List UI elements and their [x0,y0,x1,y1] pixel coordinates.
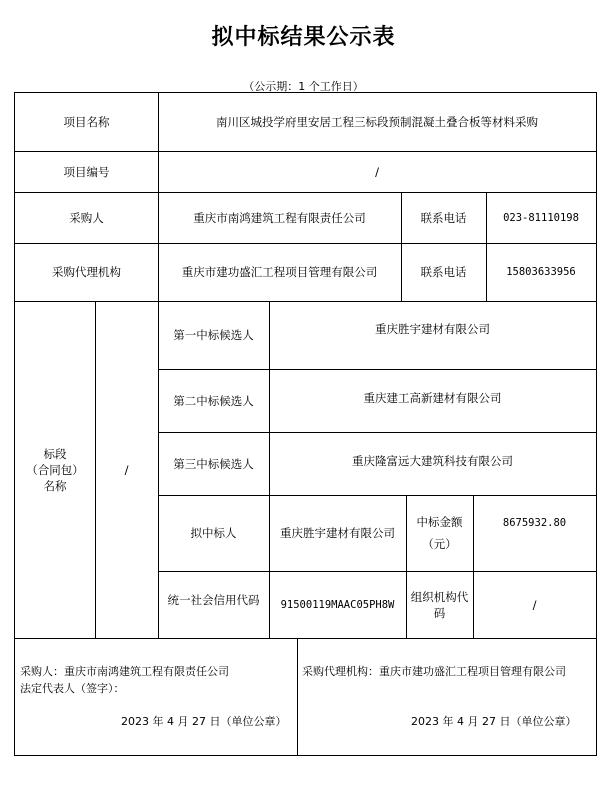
candidate-2-company: 重庆建工高新建材有限公司 [363,390,502,405]
winner-company: 重庆胜宇建材有限公司 [280,526,395,540]
candidate-3-company: 重庆隆富远大建筑科技有限公司 [352,453,513,468]
project-number-label: 项目编号 [63,164,110,179]
candidate-3-label: 第三中标候选人 [173,456,254,471]
lot-label [15,301,95,638]
candidate-1-company: 重庆胜宇建材有限公司 [375,322,490,336]
signature-legal-rep: 法定代表人（签字）： [20,682,125,695]
grid-line [15,638,596,639]
agency-contact-label: 联系电话 [420,265,467,279]
project-name-label: 项目名称 [63,115,110,129]
candidate-1-label: 第一中标候选人 [173,328,254,342]
lot-label-line3: 名称 [43,478,67,493]
org-code-value: / [532,597,537,612]
purchaser-phone: 023-81110198 [503,211,579,224]
winning-amount-label [406,495,473,571]
result-table [14,92,597,756]
winning-amount-label-line1: 中标金额 [416,515,463,529]
signature-agency-date: 2023 年 4 月 27 日（单位公章） [411,715,577,728]
winning-amount-label-line2: （元） [422,537,457,551]
purchaser-contact-label: 联系电话 [420,210,467,225]
candidate-2-label: 第二中标候选人 [173,393,254,408]
lot-label-line1: 标段 [43,446,67,461]
grid-line [297,638,298,756]
project-number-value: / [375,164,379,179]
lot-value: / [124,462,129,477]
winning-amount: 8675932.80 [502,517,567,529]
signature-agency: 采购代理机构：重庆市建功盛汇工程项目管理有限公司 [302,665,566,678]
credit-code-label: 统一社会信用代码 [167,593,260,607]
org-code-label: 组织机构代码 [410,589,469,620]
winner-label: 拟中标人 [190,526,237,540]
publicity-period: （公示期：1 个工作日） [243,80,364,93]
project-name-value: 南川区城投学府里安居工程三标段预制混凝土叠合板等材料采购 [216,115,538,129]
credit-code-value: 91500119MAAC05PH8W [280,598,395,611]
agency-phone: 15803633956 [506,266,576,278]
purchaser-label: 采购人 [69,210,104,225]
lot-label-line2: （合同包） [26,462,84,477]
signature-purchaser: 采购人：重庆市南鸿建筑工程有限责任公司 [20,665,229,678]
signature-purchaser-date: 2023 年 4 月 27 日（单位公章） [121,715,287,728]
agency-label: 采购代理机构 [52,265,121,279]
document-title: 拟中标结果公示表 [211,24,396,50]
agency-value: 重庆市建功盛汇工程项目管理有限公司 [181,265,378,279]
purchaser-value: 重庆市南鸿建筑工程有限责任公司 [193,210,366,225]
